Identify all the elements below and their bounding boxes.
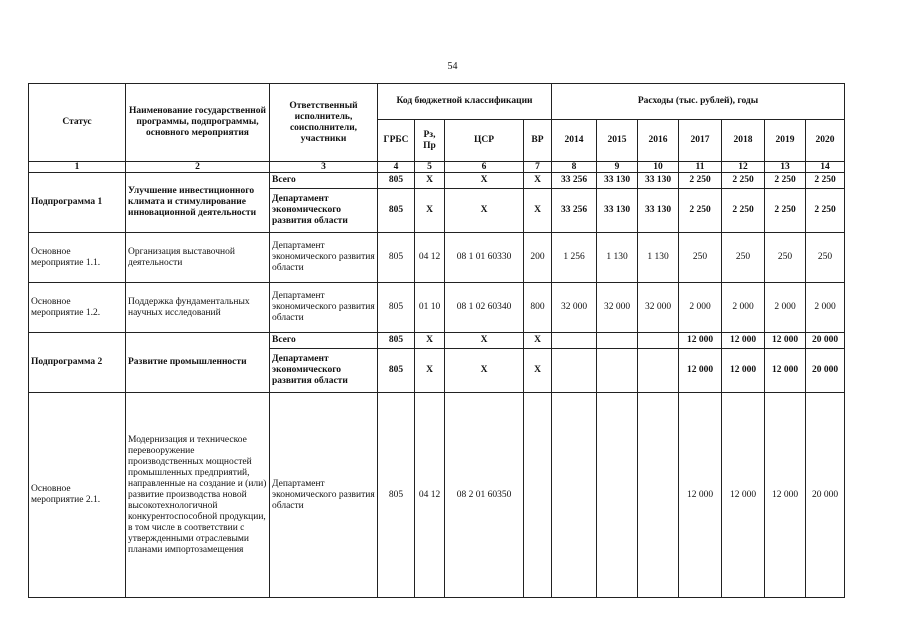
row-value: 12 000 (722, 349, 765, 393)
header-year-2019: 2019 (765, 120, 806, 162)
row-value (597, 393, 638, 598)
row-vr: 800 (524, 283, 552, 333)
row-value (552, 333, 597, 349)
table-row (29, 173, 845, 189)
row-value: 20 000 (806, 333, 845, 349)
row-value: 250 (765, 233, 806, 283)
row-value: 32 000 (552, 283, 597, 333)
row-value: 20 000 (806, 393, 845, 598)
row-executor: Департамент экономического развития области (270, 283, 378, 333)
row-rzpr: X (415, 189, 445, 233)
row-value: 2 000 (722, 283, 765, 333)
header-executor: Ответственный исполнитель, соисполнители, участники (270, 84, 378, 162)
header-grbs: ГРБС (378, 120, 415, 162)
row-value (638, 349, 679, 393)
row-value: 12 000 (679, 333, 722, 349)
column-number: 2 (126, 162, 270, 173)
row-value (552, 393, 597, 598)
header-year-2015: 2015 (597, 120, 638, 162)
row-status: Подпрограмма 2 (29, 333, 126, 393)
row-rzpr: 04 12 (415, 233, 445, 283)
row-csr: 08 1 01 60330 (445, 233, 524, 283)
row-value: 32 000 (638, 283, 679, 333)
header-rzpr: Рз, Пр (415, 120, 445, 162)
table-row (29, 393, 845, 598)
row-value: 2 250 (765, 173, 806, 189)
row-grbs: 805 (378, 233, 415, 283)
row-value: 1 130 (638, 233, 679, 283)
row-vr: X (524, 189, 552, 233)
row-value (597, 333, 638, 349)
row-value (638, 393, 679, 598)
row-status: Основное мероприятие 1.2. (29, 283, 126, 333)
column-number: 11 (679, 162, 722, 173)
row-value: 2 250 (806, 189, 845, 233)
row-value: 20 000 (806, 349, 845, 393)
column-number: 13 (765, 162, 806, 173)
row-value: 2 250 (722, 189, 765, 233)
column-number: 10 (638, 162, 679, 173)
row-rzpr: X (415, 173, 445, 189)
header-year-2017: 2017 (679, 120, 722, 162)
column-number: 12 (722, 162, 765, 173)
row-grbs: 805 (378, 173, 415, 189)
column-number: 6 (445, 162, 524, 173)
column-number: 4 (378, 162, 415, 173)
row-executor: Департамент экономического развития области (270, 233, 378, 283)
budget-table (28, 83, 845, 598)
column-number: 1 (29, 162, 126, 173)
column-number: 5 (415, 162, 445, 173)
header-vr: ВР (524, 120, 552, 162)
header-year-2020: 2020 (806, 120, 845, 162)
row-executor: Департамент экономического развития области (270, 393, 378, 598)
row-status: Основное мероприятие 1.1. (29, 233, 126, 283)
row-csr: 08 1 02 60340 (445, 283, 524, 333)
row-value: 2 250 (679, 189, 722, 233)
row-status: Подпрограмма 1 (29, 173, 126, 233)
row-value: 12 000 (765, 393, 806, 598)
page-number: 54 (447, 61, 458, 72)
header-name: Наименование государственной программы, подпрограммы, основного мероприятия (126, 84, 270, 162)
row-value: 33 130 (638, 173, 679, 189)
table-row (29, 333, 845, 349)
column-number: 9 (597, 162, 638, 173)
row-value: 33 130 (638, 189, 679, 233)
row-value: 2 250 (765, 189, 806, 233)
row-value: 12 000 (765, 333, 806, 349)
row-value: 33 130 (597, 189, 638, 233)
row-vr: X (524, 333, 552, 349)
row-value: 250 (679, 233, 722, 283)
row-value: 12 000 (679, 349, 722, 393)
row-value: 1 130 (597, 233, 638, 283)
table-row (29, 283, 845, 333)
row-csr: X (445, 189, 524, 233)
row-vr (524, 393, 552, 598)
row-name: Модернизация и техническое перевооружение производственных мощностей промышленных предприятий, направленные на создание и (или) развитие производства новой высокотехнологичной конкурентоспособной продукции, в том числе в соответствии с утвержденными отраслевыми планами импортозамещения (126, 393, 270, 598)
row-name: Организация выставочной деятельности (126, 233, 270, 283)
row-value: 33 256 (552, 189, 597, 233)
row-value: 2 250 (806, 173, 845, 189)
row-name: Развитие промышленности (126, 333, 270, 393)
row-rzpr: X (415, 333, 445, 349)
row-grbs: 805 (378, 333, 415, 349)
header-year-2014: 2014 (552, 120, 597, 162)
row-value: 2 000 (679, 283, 722, 333)
row-rzpr: 01 10 (415, 283, 445, 333)
row-value (597, 349, 638, 393)
row-name: Поддержка фундаментальных научных исследований (126, 283, 270, 333)
row-value (638, 333, 679, 349)
row-value: 12 000 (722, 393, 765, 598)
row-executor: Всего (270, 333, 378, 349)
column-number-row (29, 162, 845, 173)
row-value (552, 349, 597, 393)
table-row (29, 233, 845, 283)
row-name: Улучшение инвестиционного климата и стимулирование инновационной деятельности (126, 173, 270, 233)
row-value: 12 000 (679, 393, 722, 598)
row-value: 2 250 (722, 173, 765, 189)
header-csr: ЦСР (445, 120, 524, 162)
row-status: Основное мероприятие 2.1. (29, 393, 126, 598)
row-grbs: 805 (378, 283, 415, 333)
row-value: 250 (722, 233, 765, 283)
column-number: 3 (270, 162, 378, 173)
header-year-2016: 2016 (638, 120, 679, 162)
row-value: 250 (806, 233, 845, 283)
row-csr: X (445, 349, 524, 393)
row-value: 2 000 (806, 283, 845, 333)
row-value: 2 250 (679, 173, 722, 189)
header-budget-code: Код бюджетной классификации (378, 84, 552, 120)
row-executor: Департамент экономического развития области (270, 349, 378, 393)
row-vr: X (524, 349, 552, 393)
row-csr: X (445, 333, 524, 349)
row-rzpr: 04 12 (415, 393, 445, 598)
row-value: 1 256 (552, 233, 597, 283)
column-number: 7 (524, 162, 552, 173)
row-vr: X (524, 173, 552, 189)
row-csr: X (445, 173, 524, 189)
row-rzpr: X (415, 349, 445, 393)
row-executor: Всего (270, 173, 378, 189)
header-year-2018: 2018 (722, 120, 765, 162)
row-value: 12 000 (722, 333, 765, 349)
row-grbs: 805 (378, 189, 415, 233)
header-status: Статус (29, 84, 126, 162)
row-value: 32 000 (597, 283, 638, 333)
row-executor: Департамент экономического развития области (270, 189, 378, 233)
row-value: 33 256 (552, 173, 597, 189)
row-csr: 08 2 01 60350 (445, 393, 524, 598)
column-number: 8 (552, 162, 597, 173)
row-grbs: 805 (378, 393, 415, 598)
row-vr: 200 (524, 233, 552, 283)
row-value: 12 000 (765, 349, 806, 393)
row-value: 2 000 (765, 283, 806, 333)
column-number: 14 (806, 162, 845, 173)
row-value: 33 130 (597, 173, 638, 189)
row-grbs: 805 (378, 349, 415, 393)
header-expenses: Расходы (тыс. рублей), годы (552, 84, 845, 120)
